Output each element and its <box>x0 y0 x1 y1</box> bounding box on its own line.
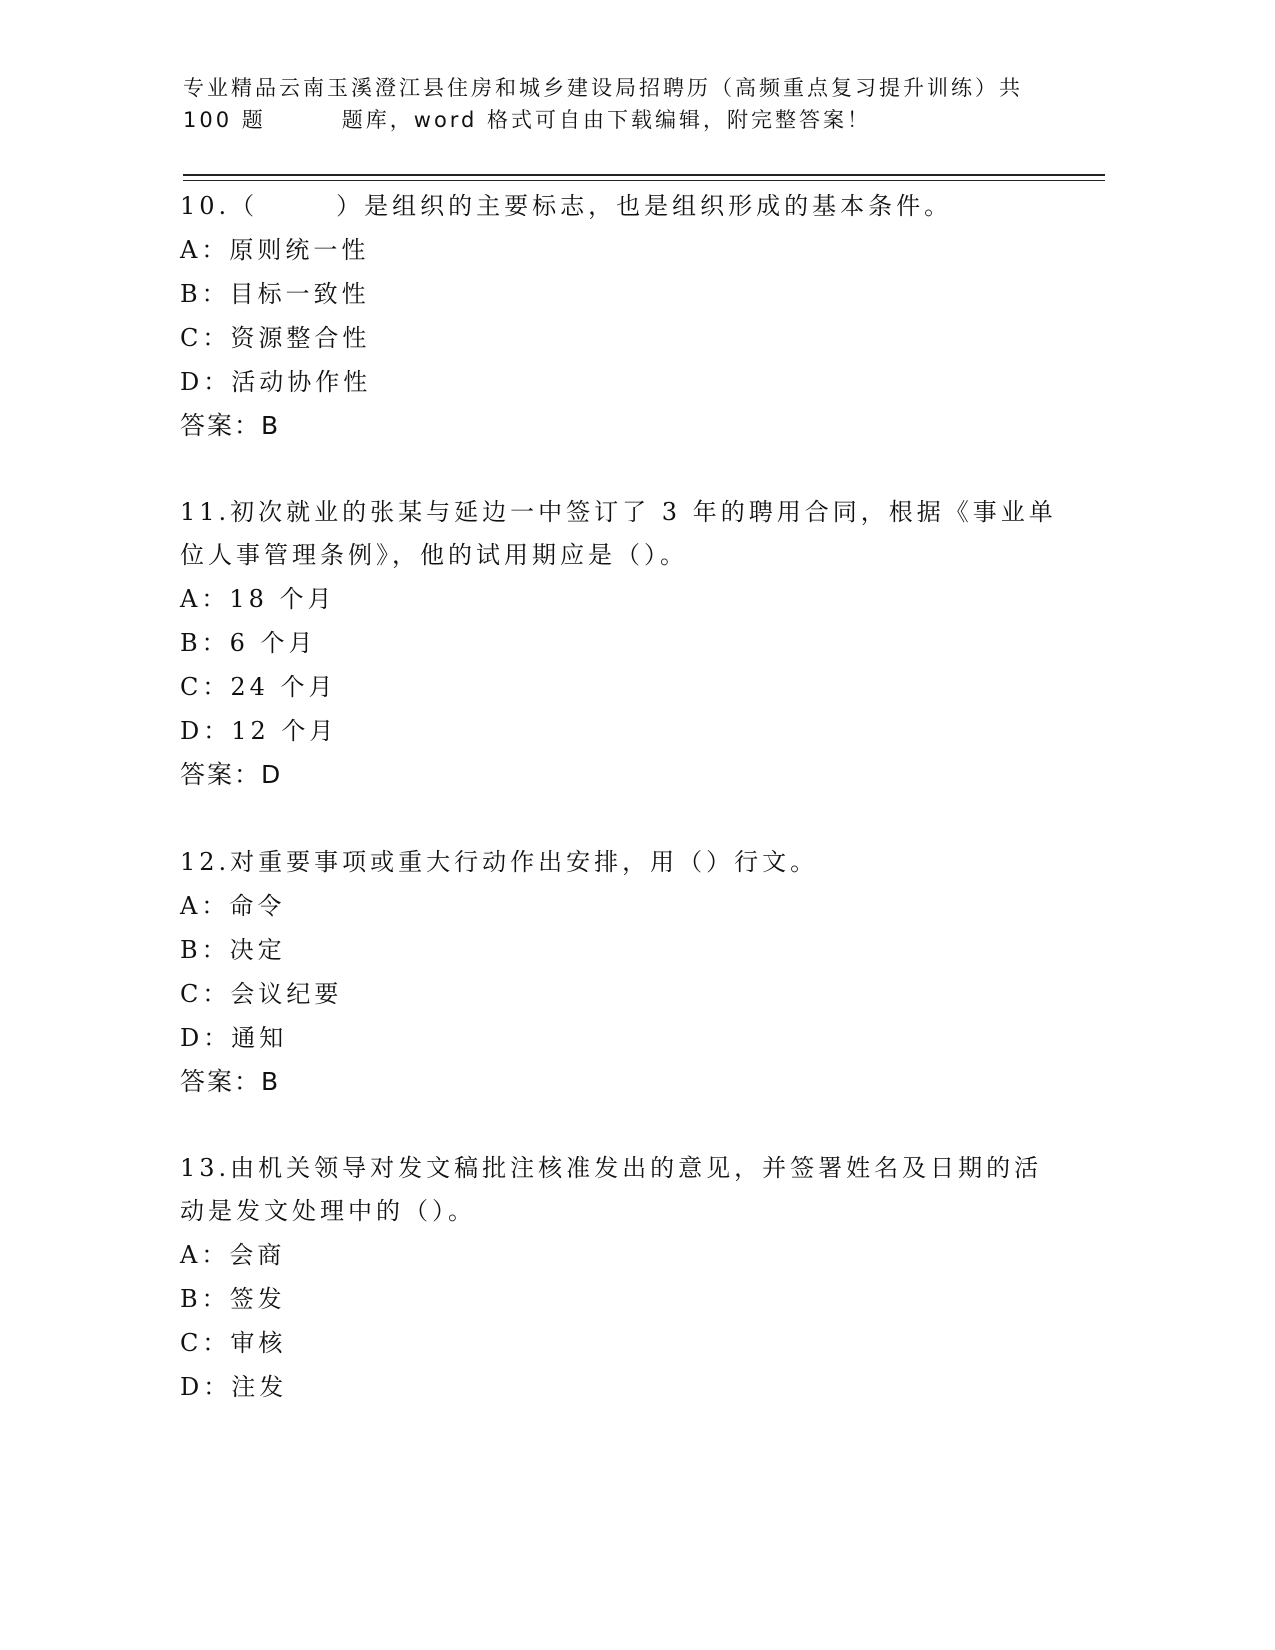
option-c: C：资源整合性 <box>180 324 371 352</box>
answer-line: 答案：B <box>180 411 281 440</box>
option-a: A：原则统一性 <box>180 236 370 264</box>
header-title-line2 <box>183 104 1063 136</box>
option-b: B：签发 <box>180 1285 286 1313</box>
question-text: 13.由机关领导对发文稿批注核准发出的意见，并签署姓名及日期的活动是发文处理中的（）。 <box>180 1154 1043 1225</box>
option-b: B：决定 <box>180 936 286 964</box>
header-divider-thin <box>183 180 1105 181</box>
option-d: D：通知 <box>180 1024 288 1052</box>
question-text: 12.对重要事项或重大行动作出安排，用（）行文。 <box>180 848 819 876</box>
option-d: D：注发 <box>180 1373 288 1401</box>
document-header <box>183 72 1063 136</box>
option-a: A：18 个月 <box>180 585 336 613</box>
option-d: D：12 个月 <box>180 717 338 745</box>
answer-line: 答案：B <box>180 1067 281 1096</box>
question-item <box>180 491 1060 797</box>
option-c: C：审核 <box>180 1329 287 1357</box>
answer-line: 答案：D <box>180 760 283 789</box>
question-text: 10.（ ）是组织的主要标志，也是组织形成的基本条件。 <box>180 192 953 220</box>
option-b: B：6 个月 <box>180 629 317 657</box>
question-item <box>180 840 1060 1104</box>
header-title-line1: 专业精品云南玉溪澄江县住房和城乡建设局招聘历（高频重点复习提升训练）共 <box>183 76 1023 100</box>
option-b: B：目标一致性 <box>180 280 370 308</box>
option-d: D：活动协作性 <box>180 368 372 396</box>
header-divider-thick <box>183 174 1105 176</box>
option-c: C：会议纪要 <box>180 980 343 1008</box>
question-list <box>180 184 1060 1409</box>
question-item <box>180 1147 1060 1409</box>
option-c: C：24 个月 <box>180 673 337 701</box>
question-number: 10.（ <box>180 192 259 220</box>
question-text: 11.初次就业的张某与延边一中签订了 3 年的聘用合同，根据《事业单位人事管理条例》，他的试用期应是（）。 <box>180 498 1057 569</box>
header-question-count: 100 题 <box>183 108 266 132</box>
question-item <box>180 184 1060 448</box>
header-description: 题库，word 格式可自由下载编辑，附完整答案！ <box>341 108 872 132</box>
option-a: A：会商 <box>180 1241 286 1269</box>
option-a: A：命令 <box>180 892 286 920</box>
